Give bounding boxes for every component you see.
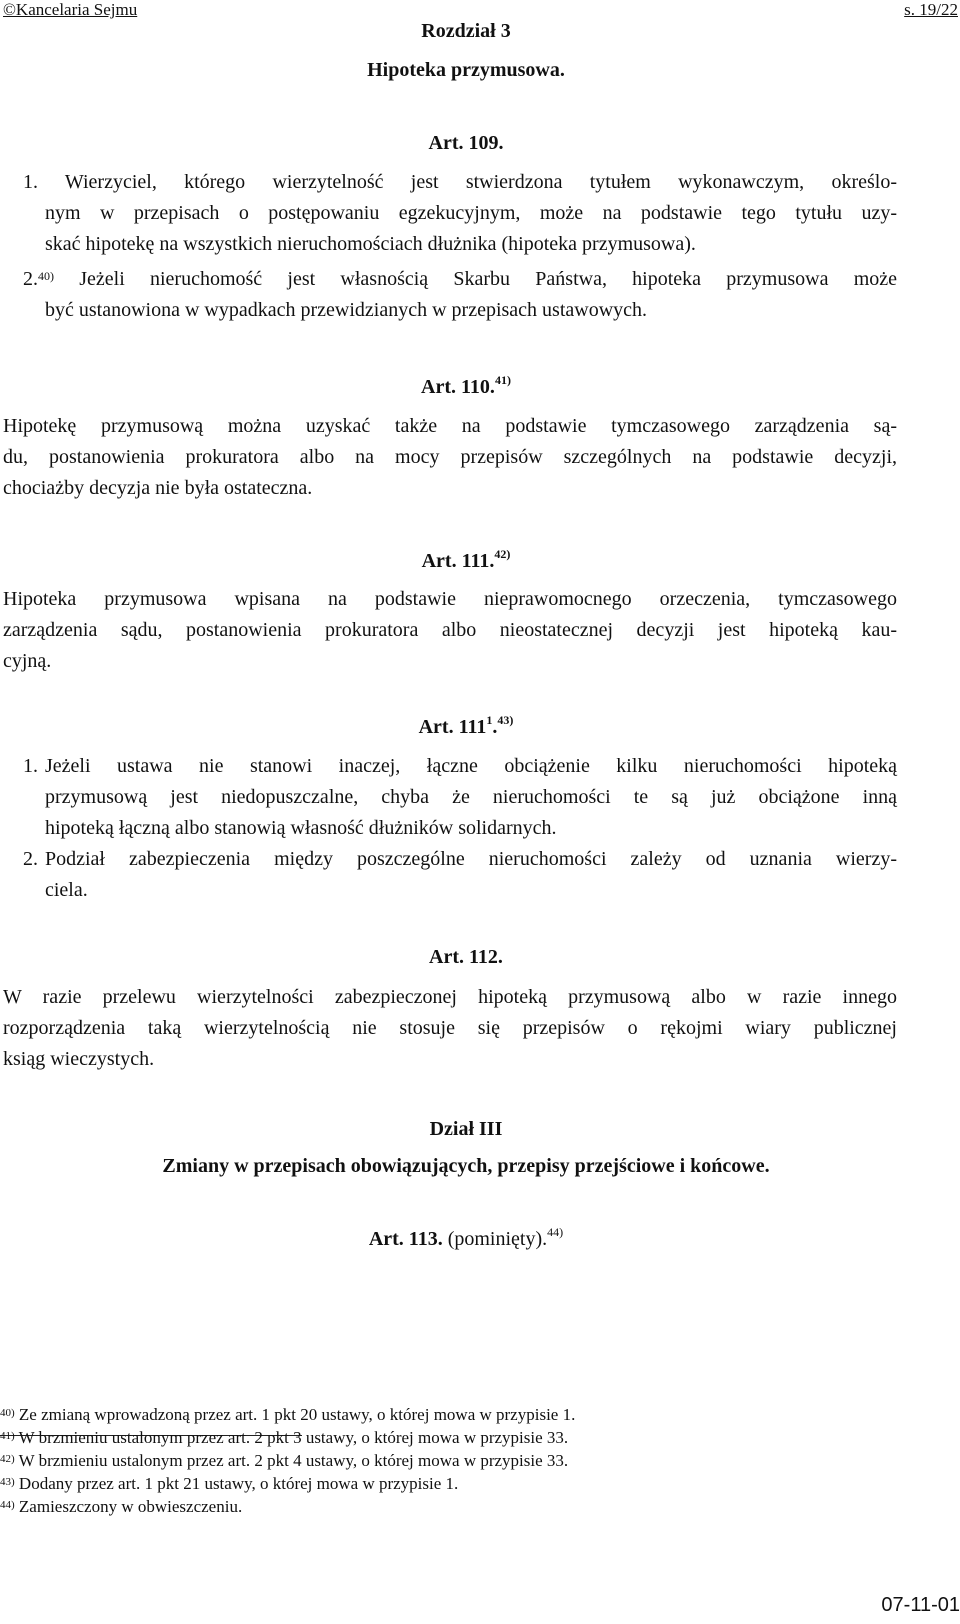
art-109-paragraph-2-cont: [45, 295, 897, 326]
art-109-paragraph-2: [23, 264, 897, 295]
art-111-1-heading: Art. $111^1.^{43)}$: [418, 713, 514, 738]
footnote-44: $^{44)}$ Zamieszczony w obwieszczeniu.: [0, 1497, 243, 1516]
division-subtitle: Zmiany w przepisach obowiązujących, przepisy przejściowe i końcowe.: [162, 1155, 770, 1177]
art-110-heading: Art. 110.$^{41)}$: [421, 373, 511, 398]
text-line: zarządzenia sądu, postanowienia prokuratora albo nieostatecznej decyzji jest hipoteką kau-: [3, 619, 897, 641]
text-line: W razie przelewu wierzytelności zabezpieczonej hipoteką przymusową albo w razie innego: [3, 986, 897, 1008]
text-line: hipoteką łączną albo stanowią własność dłużników solidarnych.: [45, 817, 557, 839]
text-line: [23, 264, 897, 295]
art-112-text: [3, 982, 897, 1075]
footnote-number: 41): [0, 1430, 15, 1442]
art-109-heading: Art. 109.: [428, 132, 504, 154]
footnote-ref[interactable]: 42): [494, 547, 511, 561]
art-113-heading: Art. 113.: [368, 1228, 443, 1250]
footnote-ref[interactable]: 44): [547, 1225, 564, 1239]
chapter-subtitle: Hipoteka przymusowa.: [367, 59, 565, 81]
superscript-number: 1: [486, 713, 493, 727]
text-line: cyjną.: [3, 650, 52, 672]
art-113: [0, 1225, 960, 1251]
art-109-paragraph-1: [23, 167, 897, 198]
footnote-number: 43): [0, 1476, 15, 1488]
text-line: Jeżeli nieruchomość jest własnością Skarbu Państwa, hipoteka przymusowa może: [79, 268, 898, 290]
art-109-paragraph-1-cont: [45, 198, 897, 260]
document-code: 07-11-01: [881, 1594, 960, 1616]
text-line: du, postanowienia prokuratora albo na mocy przepisów szczególnych na podstawie decyzji,: [3, 446, 897, 468]
footnote-ref[interactable]: 40): [38, 269, 54, 283]
paragraph-number: 1.: [23, 755, 38, 777]
art-111-1-paragraph-1: [45, 751, 897, 844]
text-line: ciela.: [45, 879, 88, 901]
text-line: Jeżeli ustawa nie stanowi inaczej, łączne obciążenie kilku nieruchomości hipoteką: [45, 755, 897, 777]
footnote-ref[interactable]: 43): [497, 713, 514, 727]
art-111-text: [3, 584, 897, 677]
text-line: nym w przepisach o postępowaniu egzekucyjnym, może na podstawie tego tytułu uzy-: [45, 202, 897, 224]
art-111-heading: Art. 111.$^{42)}$: [421, 547, 511, 572]
footnote-number: 44): [0, 1499, 15, 1511]
art-113-text: (pominięty).: [447, 1228, 548, 1250]
art-112-heading: Art. 112.: [429, 946, 503, 968]
footnote-40: $^{40)}$ Ze zmianą wprowadzoną przez art. 1 pkt 20 ustawy, o której mowa w przypisie 1.: [0, 1405, 576, 1424]
paragraph-number: 2.: [23, 848, 38, 870]
text-line: być ustanowiona w wypadkach przewidzianych w przepisach ustawowych.: [45, 299, 648, 321]
copyright-link[interactable]: ©Kancelaria Sejmu: [3, 0, 138, 19]
footnote-number: 42): [0, 1453, 15, 1465]
footnote-number: 40): [0, 1407, 15, 1419]
text-line: ksiąg wieczystych.: [3, 1048, 155, 1070]
page-number-link[interactable]: s. 19/22: [904, 0, 958, 19]
text-line: rozporządzenia taką wierzytelnością nie stosuje się przepisów o rękojmi wiary publicznej: [3, 1017, 897, 1039]
text-line: przymusową jest niedopuszczalne, chyba że nieruchomości te są już obciążone inną: [45, 786, 897, 808]
footnote-42: $^{42)}$ W brzmieniu ustalonym przez art. 2 pkt 4 ustawy, o której mowa w przypisie 33.: [0, 1451, 569, 1470]
text-line: 1. Wierzyciel, którego wierzytelność jest stwierdzona tytułem wykonawczym, określo-: [23, 171, 897, 193]
footnote-ref[interactable]: 41): [494, 373, 511, 387]
paragraph-number: 2.: [23, 268, 38, 290]
chapter-title: Rozdział 3: [421, 20, 511, 42]
division-title: Dział III: [429, 1118, 503, 1140]
text-line: Hipotekę przymusową można uzyskać także na podstawie tymczasowego zarządzenia są-: [3, 415, 897, 437]
footnote-41: $^{41)}$ W brzmieniu ustalonym przez art. 2 pkt 3 ustawy, o której mowa w przypisie 33.: [0, 1428, 569, 1447]
page-header: [0, 0, 960, 22]
art-110-text: [3, 411, 897, 504]
text-line: Podział zabezpieczenia między poszczególne nieruchomości zależy od uznania wierzy-: [45, 848, 897, 870]
text-line: skać hipotekę na wszystkich nieruchomościach dłużnika (hipoteka przymusowa).: [45, 233, 696, 255]
art-111-1-paragraph-2: [45, 844, 897, 906]
text-line: chociażby decyzja nie była ostateczna.: [3, 477, 313, 499]
text-line: Hipoteka przymusowa wpisana na podstawie nieprawomocnego orzeczenia, tymczasowego: [3, 588, 897, 610]
footnote-43: $^{43)}$ Dodany przez art. 1 pkt 21 ustawy, o której mowa w przypisie 1.: [0, 1474, 459, 1493]
